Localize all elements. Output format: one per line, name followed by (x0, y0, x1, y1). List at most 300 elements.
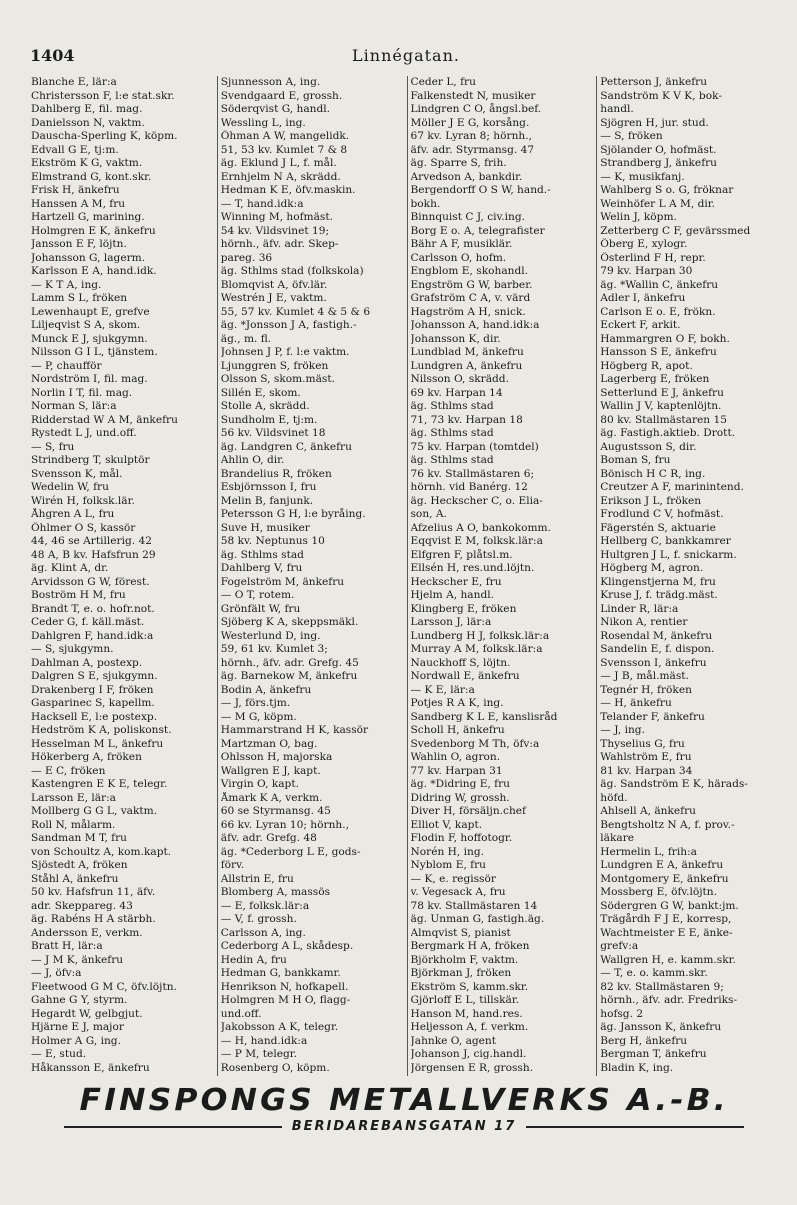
directory-entry: 55, 57 kv. Kumlet 4 & 5 & 6 (220, 305, 371, 318)
directory-entry: — J, öfv:a (31, 967, 82, 979)
directory-entry: Suve H, musiker (220, 521, 310, 534)
directory-entry: — S, fru (31, 440, 75, 453)
directory-entry: läkare (600, 832, 635, 844)
advert-subline (64, 1119, 744, 1134)
directory-entry: Blomberg A, massös (220, 886, 331, 898)
directory-entry: Elliot V, kapt. (410, 818, 483, 831)
directory-entry: Arvedson A, bankdir. (410, 170, 523, 183)
directory-entry: Brandelius R, fröken (220, 467, 332, 480)
directory-entry: Högberg M, agron. (600, 562, 704, 574)
directory-entry: Fägerstén S, aktuarie (600, 521, 716, 534)
directory-entry: Blomqvist A, öfv.lär. (220, 278, 328, 291)
directory-entry: Allstrin E, fru (220, 872, 294, 885)
directory-entry: Öhman A W, mangelidk. (220, 130, 350, 142)
directory-entry: Nilsson O, skrädd. (410, 373, 509, 385)
directory-entry: Nordström I, fil. mag. (31, 373, 148, 385)
directory-entry: Ljunggren S, fröken (220, 359, 329, 372)
directory-entry: Åmark K A, verkm. (220, 791, 323, 804)
directory-entry: Larsson J, lär:a (410, 616, 492, 628)
directory-entry: Ohlsson H, majorska (220, 751, 333, 763)
directory-entry: Engblom E, skohandl. (410, 265, 528, 277)
directory-entry: Öberg E, xylogr. (600, 238, 688, 250)
directory-entry: Jörgensen E R, grossh. (410, 1061, 534, 1074)
directory-entry: Heckscher E, fru (410, 575, 502, 588)
directory-entry: Fleetwood G M C, öfv.löjtn. (31, 980, 177, 993)
directory-entry: Nordwall E, änkefru (410, 670, 520, 682)
directory-entry: Fogelström M, änkefru (220, 575, 345, 588)
directory-entry: Wedelin W, fru (31, 481, 109, 493)
directory-entry: Sjöberg K A, skeppsmäkl. (220, 616, 359, 628)
directory-entry: Petersson G H, l:e byråing. (220, 508, 366, 520)
directory-entry: 67 kv. Lyran 8; hörnh., (410, 130, 532, 142)
directory-entry: Winning M, hofmäst. (220, 211, 333, 223)
directory-entry: — J B, mål.mäst. (600, 670, 689, 682)
directory-entry: Montgomery E, änkefru (600, 872, 729, 885)
directory-entry: Ståhl A, änkefru (31, 872, 119, 885)
directory-entry: 54 kv. Vildsvinet 19; (220, 224, 330, 237)
directory-entry: Olsson S, skom.mäst. (220, 373, 335, 385)
directory-entry: Håkansson E, änkefru (31, 1061, 150, 1074)
directory-entry: 58 kv. Neptunus 10 (220, 535, 325, 547)
directory-entry: 50 kv. Hafsfrun 11, äfv. (31, 886, 156, 898)
directory-entry: Henrikson N, hofkapell. (220, 980, 349, 993)
directory-entry: äg. Unman G, fastigh.äg. (410, 913, 545, 925)
directory-entry: Dahlman A, postexp. (31, 656, 143, 669)
directory-entry: Hanson M, hand.res. (410, 1007, 523, 1020)
directory-entry: Boman S, fru (600, 454, 671, 466)
directory-entry: Telander F, änkefru (600, 710, 705, 723)
directory-entry: Högberg R, apot. (600, 359, 693, 372)
directory-entry: Österlind F H, repr. (600, 251, 706, 264)
directory-entry: Drakenberg I F, fröken (31, 683, 154, 696)
directory-entry: Södergren G W, bankt:jm. (600, 899, 739, 912)
directory-entry: Strindberg T, skulptör (31, 454, 150, 466)
directory-entry: Lamm S L, fröken (31, 292, 128, 304)
directory-entry: Hammargren O F, bokh. (600, 332, 730, 345)
directory-entry: Sandström K V K, bok- (600, 89, 722, 102)
directory-entry: Johansson A, hand.idk:a (410, 319, 540, 331)
directory-entry: Augustsson S, dir. (600, 440, 697, 453)
advertisement-banner (64, 1083, 744, 1141)
directory-entry: Ernhjelm N A, skrädd. (220, 170, 341, 183)
directory-entry: son, A. (410, 508, 447, 520)
directory-entry: — E, folksk.lär:a (220, 899, 310, 912)
directory-entry: Sillén E, skom. (220, 386, 301, 399)
directory-entry: Petterson J, änkefru (600, 76, 708, 88)
directory-entry: Hökerberg A, fröken (31, 751, 142, 763)
directory-entry: — E C, fröken (31, 764, 106, 777)
directory-entry: — E, stud. (31, 1048, 87, 1060)
directory-entry: Hartzell G, marining. (31, 211, 145, 223)
directory-entry: Nikon A, rentier (600, 616, 688, 628)
directory-entry: äg. Eklund J L, f. mål. (220, 157, 337, 169)
directory-entry: Björkman J, fröken (410, 967, 512, 979)
directory-entry: Hultgren J L, f. snickarm. (600, 548, 737, 561)
directory-entry (31, 1075, 214, 1076)
directory-entry: äg. Heckscher C, o. Elia- (410, 494, 543, 507)
directory-entry: Westerlund D, ing. (220, 629, 321, 642)
directory-entry: Binnquist C J, civ.ing. (410, 211, 525, 223)
directory-entry: Hjärne E J, major (31, 1021, 124, 1033)
directory-entry: Bähr A F, musiklär. (410, 238, 513, 250)
directory-entry: Sjunnesson A, ing. (220, 76, 321, 88)
directory-entry: Kruse J, f. trädg.mäst. (600, 589, 718, 601)
directory-entry: äg. Landgren C, änkefru (220, 440, 352, 453)
directory-entry: Wahlberg S o. G, fröknar (600, 184, 734, 196)
directory-entry: 66 kv. Lyran 10; hörnh., (220, 818, 349, 831)
directory-entry: Hedin A, fru (220, 953, 287, 966)
directory-entry: Jahnke O, agent (410, 1034, 497, 1047)
directory-entry: äg. Sthlms stad (410, 400, 494, 412)
directory-entry: 78 kv. Stallmästaren 14 (410, 899, 538, 912)
directory-entry: Grafström C A, v. värd (410, 292, 531, 304)
directory-entry: Boström H M, fru (31, 589, 126, 601)
directory-entry: v. Vegesack A, fru (410, 886, 506, 898)
directory-entry: Svensson K, mål. (31, 467, 123, 480)
directory-entry: Johnsen J P, f. l:e vaktm. (220, 346, 350, 358)
directory-entry: äg. Jansson K, änkefru (600, 1021, 722, 1033)
column-3 (407, 76, 597, 1076)
directory-entry: äg. *Cederborg L E, gods- (220, 845, 361, 858)
directory-entry: Svendgaard E, grossh. (220, 89, 343, 102)
directory-entry: handl. (600, 103, 634, 115)
directory-entry: 60 se Styrmansg. 45 (220, 805, 331, 817)
directory-entry: äg. Sthlms stad (410, 427, 494, 439)
directory-entry: Martzman O, bag. (220, 737, 318, 750)
directory-entry: äg. Sandström E K, härads- (600, 778, 748, 790)
directory-entry: 69 kv. Harpan 14 (410, 386, 503, 399)
directory-entry: adr. Skeppareg. 43 (31, 899, 133, 912)
directory-entry: Almqvist S, pianist (410, 926, 511, 939)
directory-entry: Öhlmer O S, kassör (31, 521, 136, 534)
directory-entry: Lundgren A, änkefru (410, 359, 523, 372)
directory-entry: und.off. (220, 1007, 262, 1020)
directory-entry: Jansson E F, löjtn. (31, 238, 127, 250)
directory-entry: 48 A, B kv. Hafsfrun 29 (31, 548, 156, 561)
directory-entry: Holmgren M H O, flagg- (220, 994, 351, 1006)
directory-entry: Klingberg E, fröken (410, 602, 517, 615)
directory-entry: Roll N, målarm. (31, 818, 116, 831)
directory-entry: Nauckhoff S, löjtn. (410, 656, 511, 669)
directory-entry: Mollberg G G L, vaktm. (31, 805, 158, 817)
directory-entry: Blanche E, lär:a (31, 76, 117, 88)
directory-entry: hörnh. vid Banérg. 12 (410, 481, 528, 493)
running-head: Linnégatan. (352, 46, 460, 65)
directory-entry: Bratt H, lär:a (31, 940, 103, 952)
directory-entry: Sandelin E, f. dispon. (600, 643, 715, 655)
directory-entry: Ekström K G, vaktm. (31, 157, 143, 169)
directory-entry: Lundberg H J, folksk.lär:a (410, 629, 550, 642)
directory-entry: 71, 73 kv. Harpan 18 (410, 413, 523, 426)
page-header (30, 46, 782, 70)
directory-entry: äg. Sthlms stad (410, 454, 494, 466)
directory-entry: Wallgren E J, kapt. (220, 764, 321, 777)
directory-entry: Hanssen A M, fru (31, 197, 126, 210)
directory-entry: Gjörloff E L, tillskär. (410, 994, 520, 1006)
directory-entry: Hedman G, bankkamr. (220, 967, 341, 979)
directory-entry: Thyselius G, fru (600, 737, 685, 750)
directory-entry: Heljesson A, f. verkm. (410, 1021, 529, 1033)
directory-entry: Holmer A G, ing. (31, 1034, 121, 1047)
directory-entry: Hesselman M L, änkefru (31, 737, 164, 750)
directory-entry: — H, änkefru (600, 697, 672, 709)
directory-entry: Hedström K A, poliskonst. (31, 724, 172, 736)
directory-entry: Wessling L, ing. (220, 116, 306, 129)
directory-entry: Dalgren S E, sjukgymn. (31, 670, 158, 682)
directory-entry: Didring W, grossh. (410, 791, 510, 804)
directory-entry: Rystedt L J, und.off. (31, 427, 137, 439)
directory-entry: bokh. (410, 197, 441, 210)
directory-entry: Tegnér H, fröken (600, 683, 692, 696)
directory-entry: Norén H, ing. (410, 845, 485, 858)
directory-entry: Falkenstedt N, musiker (410, 89, 536, 102)
directory-entry: Hermelin L, frih:a (600, 845, 697, 858)
directory-entry: Carlson E o. E, frökn. (600, 305, 716, 318)
directory-entry: Danielsson N, vaktm. (31, 116, 145, 129)
directory-entry: Afzelius A O, bankokomm. (410, 521, 551, 534)
directory-entry: Hacksell E, l:e postexp. (31, 710, 158, 723)
directory-entry: — T, e. o. kamm.skr. (600, 967, 708, 979)
directory-entry: Mossberg E, öfv.löjtn. (600, 886, 717, 898)
directory-entry: 44, 46 se Artillerig. 42 (31, 535, 152, 547)
directory-entry: Sundholm E, tj:m. (220, 413, 318, 426)
directory-entry: äg. Fastigh.aktieb. Drott. (600, 427, 736, 439)
directory-entry: Lewenhaupt E, grefve (31, 305, 150, 318)
directory-entry: Trägårdh F J E, korresp, (600, 913, 732, 925)
directory-entry: Sandman M T, fru (31, 832, 127, 844)
directory-entry: — S, fröken (600, 130, 663, 142)
directory-entry: äg. Sparre S, frih. (410, 157, 507, 169)
directory-entry: — H, hand.idk:a (220, 1034, 308, 1047)
directory-entry: Dahlberg E, fil. mag. (31, 103, 143, 115)
directory-entry: Bergmark H A, fröken (410, 940, 530, 952)
directory-entry: Potjes R A K, ing. (410, 697, 504, 709)
directory-entry: Zetterberg C F, gevärssmed (600, 224, 751, 237)
directory-entry: Wirén H, folksk.lär. (31, 494, 135, 507)
directory-entry: Wallin J V, kaptenlöjtn. (600, 400, 722, 412)
directory-entry: Dauscha-Sperling K, köpm. (31, 130, 178, 142)
directory-entry: Lundgren E A, änkefru (600, 859, 724, 871)
directory-entry: Virgin O, kapt. (220, 778, 299, 790)
directory-entry: Carlsson O, hofm. (410, 251, 507, 264)
directory-entry: Lindgren C O, ångsl.bef. (410, 103, 542, 115)
directory-entry: Adler I, änkefru (600, 292, 686, 304)
directory-entry: Kastengren E K E, telegr. (31, 778, 168, 790)
directory-entry: — K, e. regissör (410, 872, 496, 885)
directory-entry: Murray A M, folksk.lär:a (410, 643, 543, 655)
directory-entry: hörnh., äfv. adr. Fredriks- (600, 994, 738, 1006)
directory-entry: Larsson E, lär:a (31, 791, 116, 804)
directory-entry: Andersson E, verkm. (31, 926, 143, 939)
directory-entry: Stolle A, skrädd. (220, 400, 310, 412)
directory-entry: Hagström A H, snick. (410, 305, 526, 318)
directory-entry: Liljeqvist S A, skom. (31, 319, 141, 331)
directory-entry: 59, 61 kv. Kumlet 3; (220, 643, 328, 655)
directory-entry: Munck E J, sjukgymn. (31, 332, 148, 345)
directory-entry: Åhgren A L, fru (31, 508, 115, 520)
directory-entry: Bergendorff O S W, hand.- (410, 184, 551, 196)
directory-entry (411, 1075, 594, 1076)
directory-entry: Arvidsson G W, förest. (31, 575, 150, 588)
directory-entry: Sjöstedt A, fröken (31, 859, 128, 871)
directory-entry: äg. *Jonsson J A, fastigh.- (220, 319, 357, 331)
directory-entry: — J M K, änkefru (31, 953, 124, 966)
directory-entry: Engström G W, barber. (410, 278, 533, 291)
directory-entry: äfv. adr. Grefg. 48 (220, 832, 317, 844)
directory-entry: Melin B, fanjunk. (220, 494, 314, 507)
directory-entry: Holmgren E K, änkefru (31, 224, 156, 237)
directory-entry: Strandberg J, änkefru (600, 157, 718, 169)
directory-entry: — P, chaufför (31, 359, 102, 372)
directory-entry: 81 kv. Harpan 34 (600, 764, 693, 777)
directory-entry: hofsg. 2 (600, 1007, 644, 1020)
directory-entry: Hegardt W, gelbgjut. (31, 1007, 143, 1020)
rule-right (526, 1126, 744, 1128)
directory-entry: — K, musikfanj. (600, 170, 685, 183)
column-1 (28, 76, 217, 1076)
advert-title: FINSPONGS METALLVERKS A.-B. (79, 1083, 729, 1118)
directory-entry: — S, sjukgymn. (31, 643, 114, 655)
directory-entry: Scholl H, änkefru (410, 724, 505, 736)
directory-entry: Sjögren H, jur. stud. (600, 116, 709, 129)
directory-entry (221, 1075, 404, 1076)
directory-entry: Wahlin O, agron. (410, 751, 501, 763)
directory-entry: — J, förs.tjm. (220, 697, 291, 709)
directory-entry: Svensson I, änkefru (600, 656, 707, 669)
directory-entry: pareg. 36 (220, 251, 273, 264)
directory-entry: Norlin I T, fil. mag. (31, 386, 133, 399)
directory-entry: Dahlberg V, fru (220, 562, 303, 574)
directory-entry: äg., m. fl. (220, 332, 272, 345)
directory-entry: Eqqvist E M, folksk.lär:a (410, 535, 543, 547)
directory-entry: Karlsson E A, hand.idk. (31, 265, 157, 277)
directory-entry: 77 kv. Harpan 31 (410, 764, 503, 777)
directory-entry: Setterlund E J, änkefru (600, 386, 724, 399)
directory-entry: — M G, köpm. (220, 710, 297, 723)
directory-entry: — K T A, ing. (31, 278, 102, 291)
directory-entry: 80 kv. Stallmästaren 15 (600, 413, 727, 426)
directory-entry: Ceder L, fru (410, 76, 476, 88)
directory-entry: äg. *Didring E, fru (410, 778, 510, 790)
directory-entry: hörnh., äfv. adr. Grefg. 45 (220, 656, 359, 669)
advert-address: BERIDAREBANSGATAN 17 (291, 1119, 517, 1134)
directory-entry: — T, hand.idk:a (220, 197, 304, 210)
directory-entry: Hedman K E, öfv.maskin. (220, 184, 356, 196)
directory-entry: Eckert F, arkit. (600, 319, 681, 331)
directory-entry: Klingenstjerna M, fru (600, 575, 716, 588)
directory-entry: höfd. (600, 791, 628, 804)
directory-entry: Erikson J L, fröken (600, 494, 702, 507)
directory-entry: äg. Barnekow M, änkefru (220, 670, 358, 682)
directory-entry: Johansson K, dir. (410, 332, 501, 345)
directory-entry: hörnh., äfv. adr. Skep- (220, 238, 339, 250)
directory-entry: Berg H, änkefru (600, 1034, 688, 1047)
directory-entry: 79 kv. Harpan 30 (600, 265, 693, 277)
directory-entry: Creutzer A F, marinintend. (600, 481, 744, 493)
directory-entry: Wahlström E, fru (600, 751, 692, 763)
directory-entry: Norman S, lär:a (31, 400, 117, 412)
directory-entry: Carlsson A, ing. (220, 926, 306, 939)
column-2 (217, 76, 407, 1076)
directory-entry: Svedenborg M Th, öfv:a (410, 737, 540, 750)
directory-entry: 82 kv. Stallmästaren 9; (600, 980, 724, 993)
directory-entry: Nyblom E, fru (410, 859, 486, 871)
directory-entry: förv. (220, 859, 245, 871)
directory-entry: Diver H, försäljn.chef (410, 805, 526, 817)
directory-entry: — P M, telegr. (220, 1048, 298, 1060)
directory-entry: Linder R, lär:a (600, 602, 679, 615)
directory-entry: Björkholm F, vaktm. (410, 953, 519, 966)
directory-entry: Ceder G, f. käll.mäst. (31, 616, 145, 628)
directory-entry (600, 1075, 783, 1076)
directory-entry: Christersson F, l:e stat.skr. (31, 89, 175, 102)
directory-entry: Ahlin O, dir. (220, 454, 285, 466)
directory-entry: Möller J E G, korsång. (410, 116, 530, 129)
directory-entry: Gasparinec S, kapellm. (31, 697, 155, 709)
page-number: 1404 (30, 46, 75, 65)
directory-entry: Rosenberg O, köpm. (220, 1061, 330, 1074)
directory-entry: Bengtsholtz N A, f. prov.- (600, 818, 735, 831)
directory-entry: äg. *Wallin C, änkefru (600, 278, 719, 291)
directory-entry: Esbjörnsson I, fru (220, 481, 317, 493)
directory-entry: 75 kv. Harpan (tomtdel) (410, 440, 539, 453)
directory-entry: Edvall G E, tj:m. (31, 143, 119, 156)
directory-entry: Cederborg A L, skådesp. (220, 940, 354, 952)
directory-entry: Westrén J E, vaktm. (220, 292, 327, 304)
directory-entry: Hellberg C, bankkamrer (600, 535, 731, 547)
directory-entry: — O T, rotem. (220, 589, 295, 601)
directory-entry: äg. Klint A, dr. (31, 562, 109, 574)
directory-entry: Frodlund C V, hofmäst. (600, 508, 724, 520)
column-4 (596, 76, 786, 1076)
directory-entry: äfv. adr. Styrmansg. 47 (410, 143, 535, 156)
directory-columns (28, 76, 786, 1076)
directory-entry: — J, ing. (600, 724, 645, 736)
directory-entry: Jakobsson A K, telegr. (220, 1021, 339, 1033)
directory-entry: Johanson J, cig.handl. (410, 1048, 527, 1060)
directory-entry: Ellsén H, res.und.löjtn. (410, 562, 535, 574)
directory-entry: äg. Rabéns H A stärbh. (31, 913, 156, 925)
directory-entry: Elmstrand G, kont.skr. (31, 170, 152, 183)
directory-entry: Hammarstrand H K, kassör (220, 724, 369, 736)
directory-entry: Lundblad M, änkefru (410, 346, 524, 358)
directory-entry: Bladin K, ing. (600, 1061, 674, 1074)
directory-entry: Ahlsell A, änkefru (600, 805, 696, 817)
directory-entry: Rosendal M, änkefru (600, 629, 713, 642)
directory-entry: Flodin F, hoffotogr. (410, 832, 513, 844)
directory-entry: 56 kv. Vildsvinet 18 (220, 427, 326, 439)
directory-entry: Dahlgren F, hand.idk:a (31, 629, 154, 642)
directory-entry: Borg E o. A, telegrafister (410, 224, 545, 237)
directory-entry: grefv:a (600, 940, 639, 952)
directory-entry: Wallgren H, e. kamm.skr. (600, 953, 736, 966)
directory-entry: 51, 53 kv. Kumlet 7 & 8 (220, 143, 348, 156)
directory-entry: Sjölander O, hofmäst. (600, 143, 717, 156)
directory-entry: — V, f. grossh. (220, 913, 297, 925)
directory-entry: Johansson G, lagerm. (31, 251, 146, 264)
directory-entry: — K E, lär:a (410, 683, 475, 696)
directory-entry: äg. Sthlms stad (220, 548, 304, 561)
rule-left (64, 1126, 282, 1128)
directory-entry: Welin J, köpm. (600, 211, 677, 223)
directory-entry: Grönfält W, fru (220, 602, 301, 615)
directory-entry: Brandt T, e. o. hofr.not. (31, 602, 155, 615)
directory-entry: Lagerberg E, fröken (600, 373, 710, 385)
directory-entry: 76 kv. Stallmästaren 6; (410, 467, 535, 480)
directory-entry: Weinhöfer L A M, dir. (600, 197, 716, 210)
directory-entry: Wachtmeister E E, änke- (600, 926, 733, 939)
directory-entry: äg. Sthlms stad (folkskola) (220, 265, 364, 277)
